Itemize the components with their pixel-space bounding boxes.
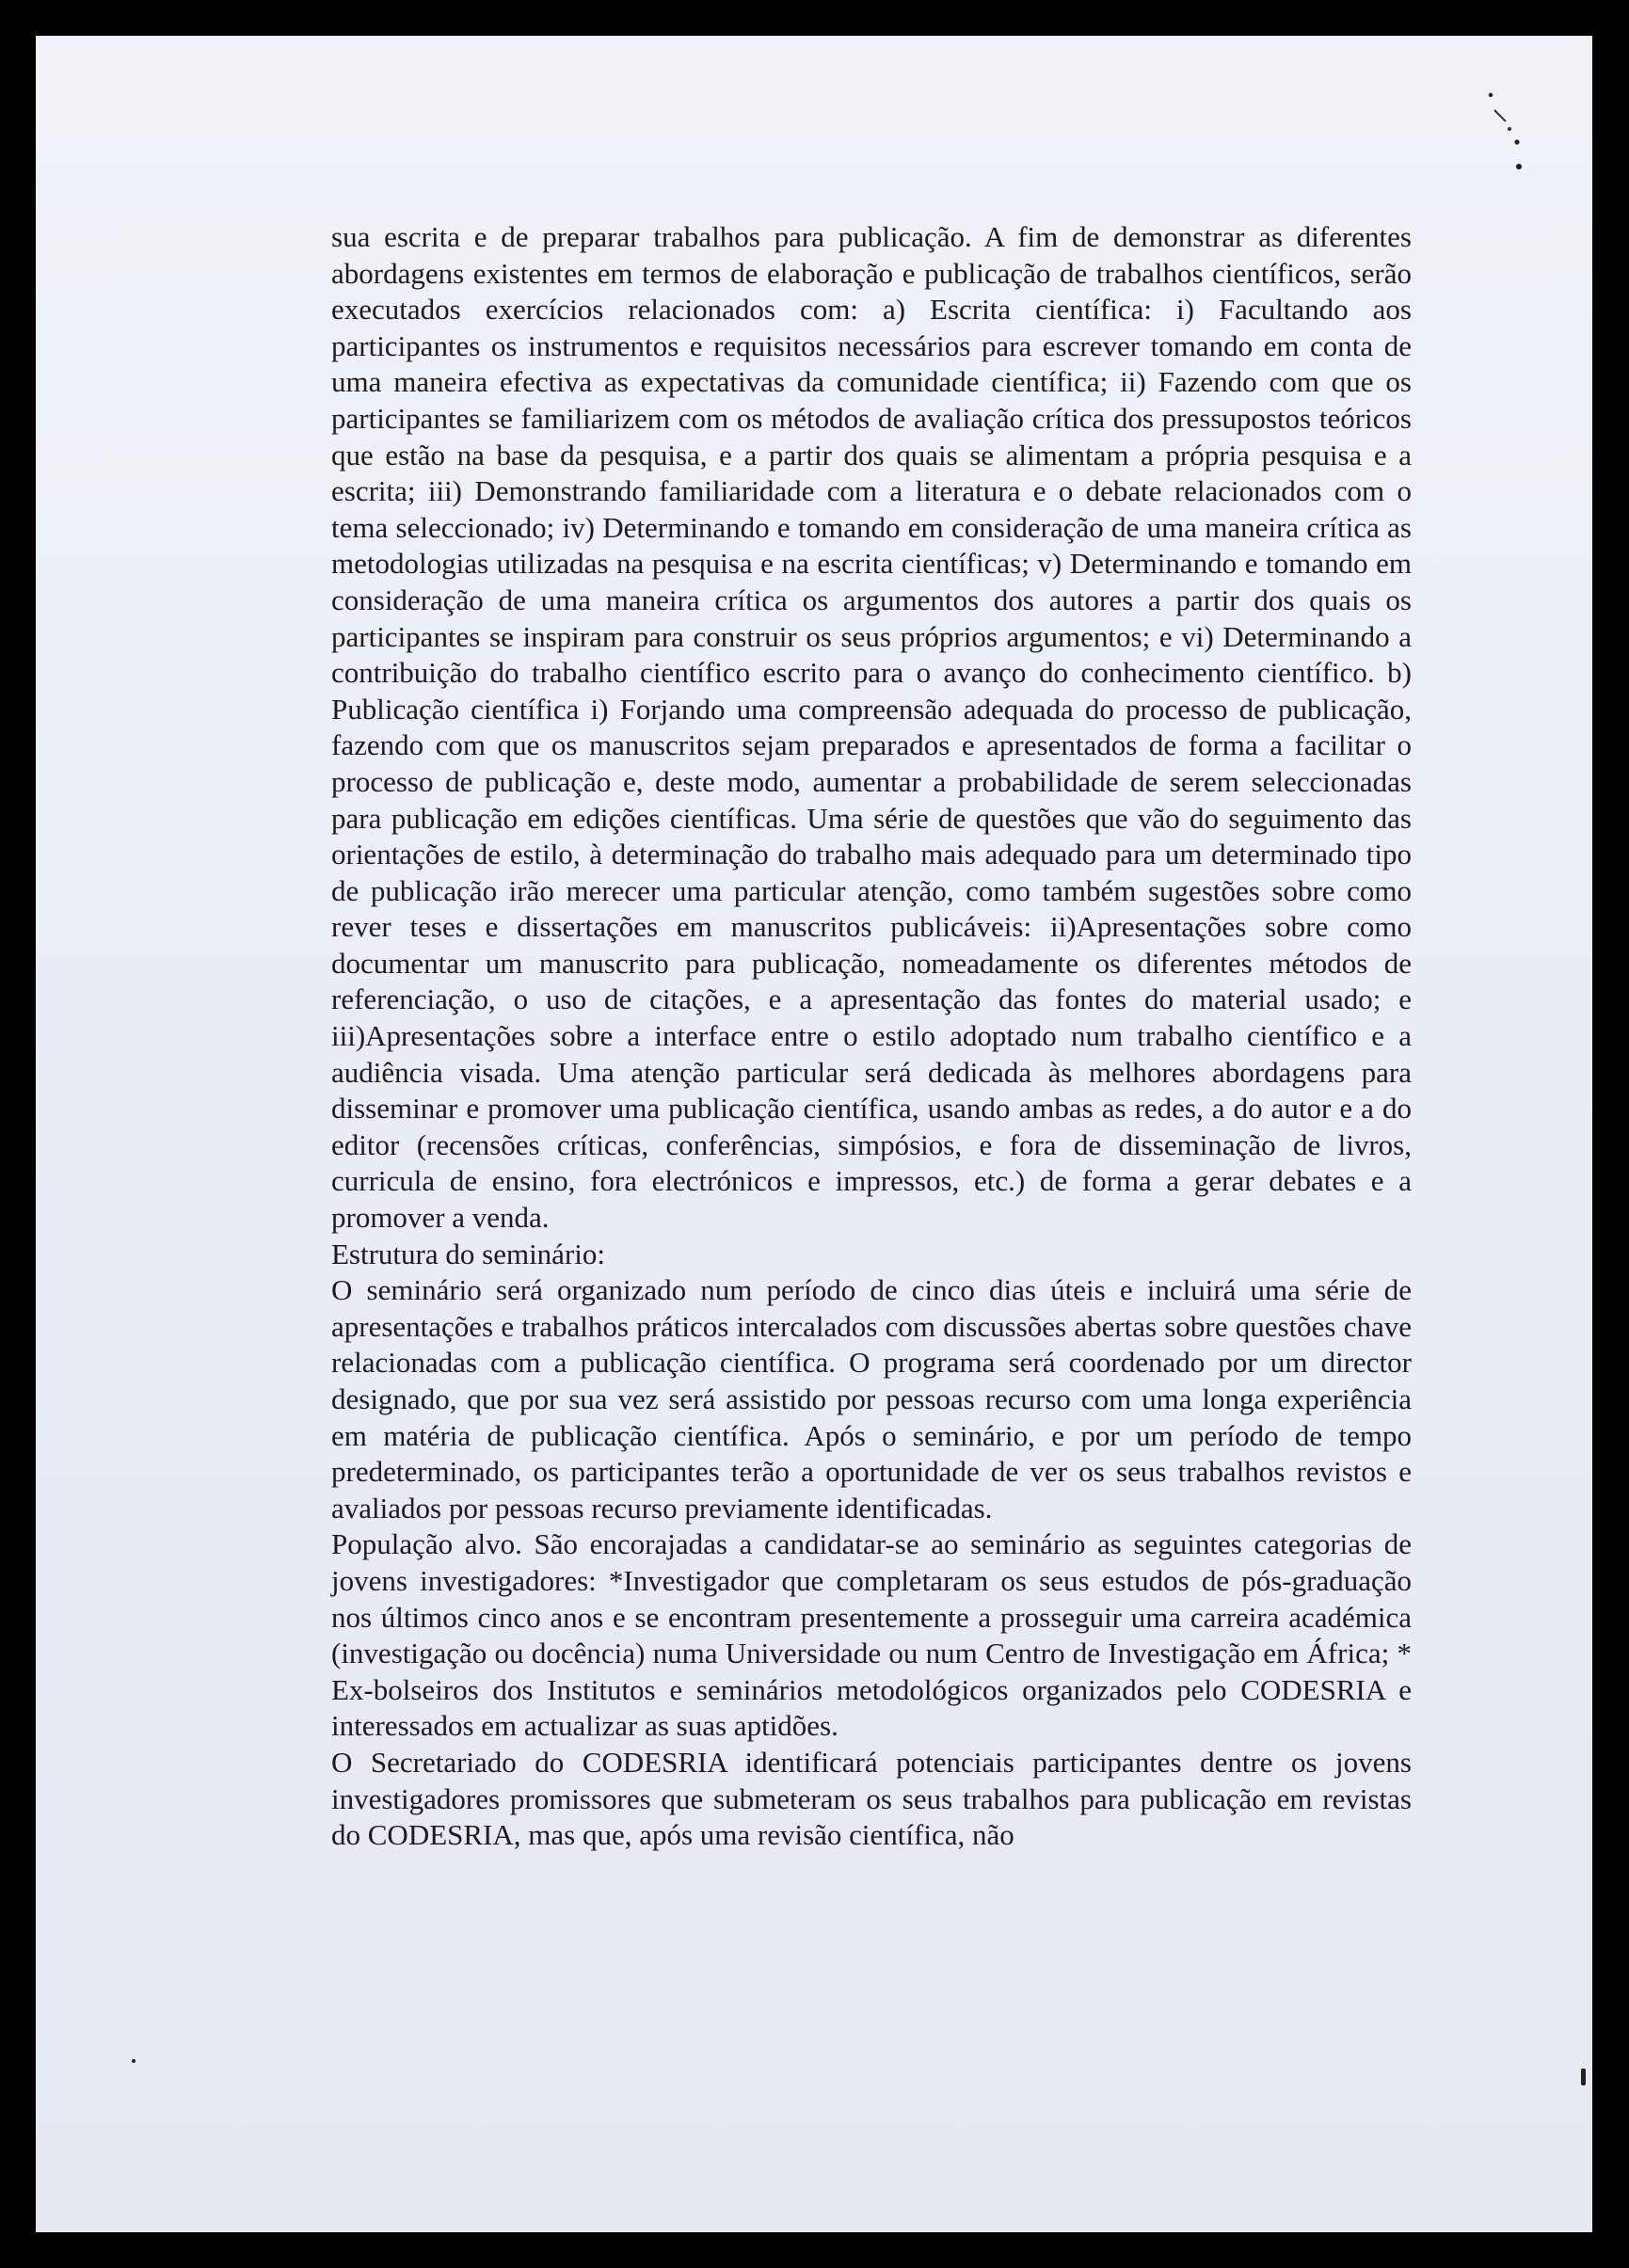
scanned-page <box>36 36 1592 2232</box>
scan-dot <box>132 2059 136 2063</box>
scan-speck-icon <box>1485 88 1541 172</box>
paragraph-writing-publication: sua escrita e de preparar trabalhos para publicação. A fim de demonstrar as diferentes abordagens existentes em termos de elaboração e publicação de trabalhos científicos, serão executados exercícios relacionados com: a) Escrita científica: i) Facultando aos participantes os instrumentos e requisitos necessários para escrever tomando em conta de uma maneira efectiva as expectativas da comunidade científica; ii) Fazendo com que os participantes se familiarizem com os métodos de avaliação crítica dos pressupostos teóricos que estão na base da pesquisa, e a partir dos quais se alimentam a própria pesquisa e a escrita; iii) Demonstrando familiaridade com a literatura e o debate relacionados com o tema seleccionado; iv) Determinando e tomando em consideração de uma maneira crítica as metodologias utilizadas na pesquisa e na escrita científicas; v) Determinando e tomando em consideração de uma maneira crítica os argumentos dos autores a partir dos quais os participantes se inspiram para construir os seus próprios argumentos; e vi) Determinando a contribuição do trabalho científico escrito para o avanço do conhecimento científico. b) Publicação científica i) Forjando uma compreensão adequada do processo de publicação, fazendo com que os manuscritos sejam preparados e apresentados de forma a facilitar o processo de publicação e, deste modo, aumentar a probabilidade de serem seleccionadas para publicação em edições científicas. Uma série de questões que vão do seguimento das orientações de estilo, à determinação do trabalho mais adequado para um determinado tipo de publicação irão merecer uma particular atenção, como também sugestões sobre como rever teses e dissertações em manuscritos publicáveis: ii)Apresentações sobre como documentar um manuscrito para publicação, nomeadamente os diferentes métodos de referenciação, o uso de citações, e a apresentação das fontes do material usado; e iii)Apresentações sobre a interface entre o estilo adoptado num trabalho científico e a audiência visada. Uma atenção particular será dedicada às melhores abordagens para disseminar e promover uma publicação científica, usando ambas as redes, a do autor e a do editor (recensões críticas, conferências, simpósios, e fora de disseminação de livros, curricula de ensino, fora electrónicos e impressos, etc.) de forma a gerar debates e a promover a venda. <box>331 220 1412 1235</box>
body-text <box>331 219 1412 1854</box>
paragraph-seminar-structure: O seminário será organizado num período de cinco dias úteis e incluirá uma série de apresentações e trabalhos práticos intercalados com discussões abertas sobre questões chave relacionadas com a publicação científica. O programa será coordenado por um director designado, que por sua vez será assistido por pessoas recurso com uma longa experiência em matéria de publicação científica. Após o seminário, e por um período de tempo predeterminado, os participantes terão a oportunidade de ver os seus trabalhos revistos e avaliados por pessoas recurso previamente identificadas. <box>331 1273 1412 1525</box>
heading-seminar-structure: Estrutura do seminário: <box>331 1237 605 1270</box>
scan-dot <box>1581 2068 1586 2085</box>
paragraph-target-population: População alvo. São encorajadas a candidatar-se ao seminário as seguintes categorias de jovens investigadores: *Investigador que completaram os seus estudos de pós-graduação nos últimos cinco anos e se encontram presentemente a prosseguir uma carreira académica (investigação ou docência) numa Universidade ou num Centro de Investigação em África; * Ex-bolseiros dos Institutos e seminários metodológicos organizados pelo CODESRIA e interessados em actualizar as suas aptidões. <box>331 1527 1412 1743</box>
paragraph-secretariat: O Secretariado do CODESRIA identificará potenciais participantes dentre os jovens investigadores promissores que submeteram os seus trabalhos para publicação em revistas do CODESRIA, mas que, após uma revisão científica, não <box>331 1745 1412 1852</box>
